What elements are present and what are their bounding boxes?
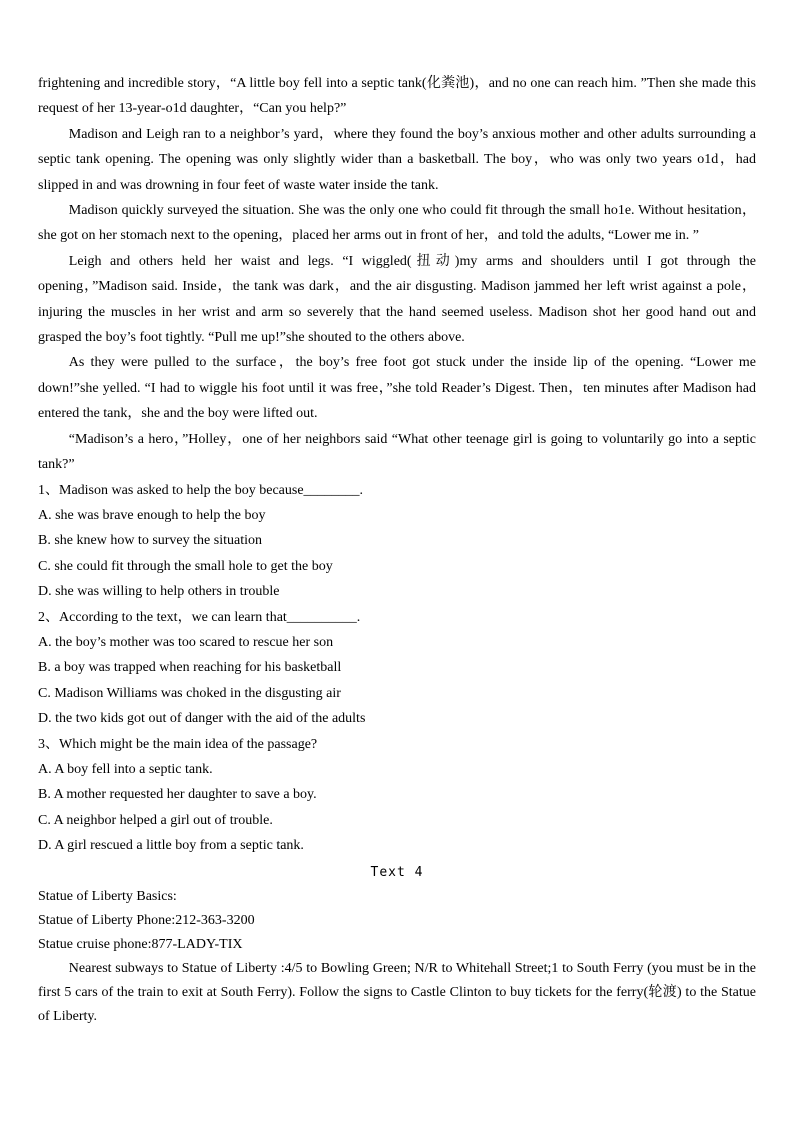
question-2-option-c: C. Madison Williams was choked in the disgusting air — [38, 685, 341, 701]
liberty-phone-line: Statue of Liberty Phone:212-363-3200 — [38, 912, 255, 928]
question-1-option-a: A. she was brave enough to help the boy — [38, 507, 266, 523]
question-3-option-b: B. A mother requested her daughter to save a boy. — [38, 787, 317, 803]
story-paragraph-6: “Madison’s a hero，”Holley，one of her neighbors said “What other teenage girl is going to voluntarily go into a septic tank?” — [38, 431, 756, 473]
question-3-stem: 3、Which might be the main idea of the passage? — [38, 736, 318, 752]
question-2-option-b: B. a boy was trapped when reaching for his basketball — [38, 660, 342, 676]
story-paragraph-2: Madison and Leigh ran to a neighbor’s yard，where they found the boy’s anxious mother and other adults surrounding a septic tank opening. The opening was only slightly wider than a basketball. The boy，who was only two years o1d，had slipped in and was drowning in four feet of waste water inside the tank. — [38, 126, 756, 193]
question-2-option-d: D. the two kids got out of danger with the aid of the adults — [38, 711, 366, 727]
story-paragraph-3: Madison quickly surveyed the situation. She was the only one who could fit through the small ho1e. Without hesitation，she got on her stomach next to the opening，placed her arms out in front of her，and told the adults, “Lower me in. ” — [38, 203, 756, 244]
question-1-option-b: B. she knew how to survey the situation — [38, 533, 262, 549]
cruise-phone-line: Statue cruise phone:877-LADY-TIX — [38, 936, 243, 952]
question-2-stem: 2、According to the text，we can learn that__________. — [38, 609, 361, 625]
subway-directions-paragraph: Nearest subways to Statue of Liberty :4/5 to Bowling Green; N/R to Whitehall Street;1 to South Ferry (you must be in the first 5 cars of the train to exit at South Ferry). Follow the signs to Castle Clinton to buy tickets for the ferry(轮渡) to the Statue of Liberty. — [38, 960, 756, 1024]
questions-section — [38, 478, 756, 859]
question-1-option-c: C. she could fit through the small hole to get the boy — [38, 558, 333, 574]
story-paragraph-5: As they were pulled to the surface，the boy’s free foot got stuck under the inside lip of the opening. “Lower me down!”she yelled. “I had to wiggle his foot until it was free，”she told Reader’s Digest. Then，ten minutes after Madison had entered the tank，she and the boy were lifted out. — [38, 355, 756, 422]
story-paragraph-1: frightening and incredible story，“A little boy fell into a septic tank(化粪池)，and no one can reach him. ”Then she made this request of her 13-year-o1d daughter，“Can you help?” — [38, 76, 756, 117]
question-3-option-d: D. A girl rescued a little boy from a septic tank. — [38, 838, 304, 854]
question-3-option-c: C. A neighbor helped a girl out of trouble. — [38, 812, 273, 828]
text4-heading: Text 4 — [370, 864, 424, 880]
liberty-basics-line: Statue of Liberty Basics: — [38, 888, 177, 904]
story-paragraph-4: Leigh and others held her waist and legs. “I wiggled(扭动)my arms and shoulders until I got through the opening，”Madison said. Inside，the tank was dark，and the air disgusting. Madison jammed her left wrist against a pole，injuring the muscles in her wrist and arm so severely that the hand seemed useless. Madison shot her good hand out and grasped the boy’s foot tightly. “Pull me up!”she shouted to the others above. — [38, 253, 756, 346]
text4-section — [38, 885, 756, 1029]
question-1-option-d: D. she was willing to help others in trouble — [38, 584, 280, 600]
question-3-option-a: A. A boy fell into a septic tank. — [38, 761, 213, 777]
question-1-stem: 1、Madison was asked to help the boy because________. — [38, 482, 364, 498]
question-2-option-a: A. the boy’s mother was too scared to rescue her son — [38, 634, 334, 650]
reading-passage — [38, 71, 756, 478]
